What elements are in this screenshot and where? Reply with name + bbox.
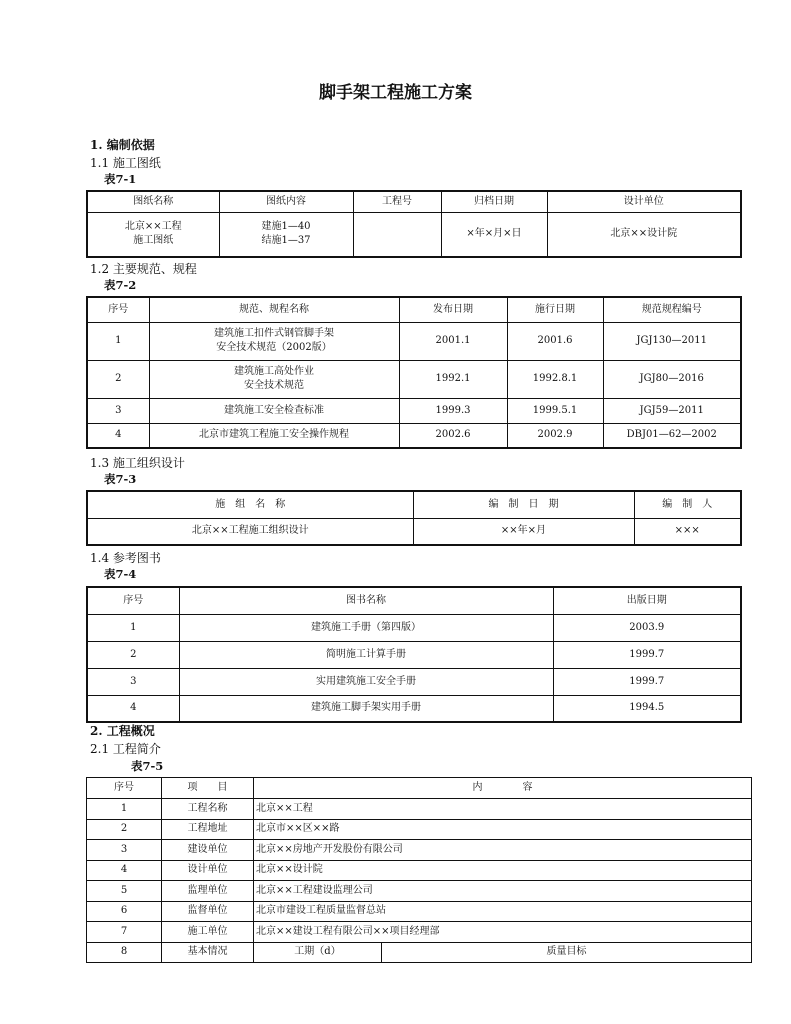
table-cell: 1999.3: [399, 398, 507, 423]
table-cell: 1: [87, 614, 179, 641]
table-cell: 1: [87, 799, 162, 820]
table-cell: 建设单位: [162, 840, 254, 861]
table-cell: 北京××建设工程有限公司××项目经理部: [254, 922, 752, 943]
project-overview-table: [86, 777, 752, 963]
header-cell: 归档日期: [441, 191, 547, 212]
table-cell: 1999.7: [553, 641, 741, 668]
table-caption-7-5: 表7-5: [131, 759, 164, 773]
table-cell: 3: [87, 840, 162, 861]
table-cell: 2: [87, 360, 149, 398]
section-heading-1-4: 1.4 参考图书: [90, 551, 161, 565]
table-cell: 北京××工程 施工图纸: [87, 212, 219, 257]
table-cell: 8: [87, 942, 162, 963]
table-cell: 建施1—40 结施1—37: [219, 212, 353, 257]
table-cell: 北京××工程: [254, 799, 752, 820]
table-cell: 工程名称: [162, 799, 254, 820]
section-heading-1-2: 1.2 主要规范、规程: [90, 262, 197, 276]
section-heading-1-3: 1.3 施工组织设计: [90, 456, 185, 470]
table-cell: DBJ01—62—2002: [603, 423, 741, 448]
construction-org-table: [86, 490, 742, 546]
table-cell: 3: [87, 398, 149, 423]
table-cell: 工程地址: [162, 819, 254, 840]
header-cell: 施行日期: [507, 297, 603, 322]
header-cell: 图纸内容: [219, 191, 353, 212]
section-heading-2: 2. 工程概况: [90, 724, 155, 738]
table-cell: 北京××设计院: [547, 212, 741, 257]
table-cell: 2: [87, 641, 179, 668]
standards-table: [86, 296, 742, 449]
table-cell: 6: [87, 901, 162, 922]
table-cell: 7: [87, 922, 162, 943]
table-cell: 2: [87, 819, 162, 840]
reference-books-table: [86, 586, 742, 723]
table-cell: 3: [87, 668, 179, 695]
table-cell: 北京市建筑工程施工安全操作规程: [149, 423, 399, 448]
table-cell: 2002.9: [507, 423, 603, 448]
table-cell: JGJ130—2011: [603, 322, 741, 360]
header-cell: 图书名称: [179, 587, 553, 614]
table-cell: 监理单位: [162, 881, 254, 902]
table-cell: 建筑施工扣件式钢管脚手架 安全技术规范（2002版）: [149, 322, 399, 360]
table-cell: 工期（d）: [254, 942, 382, 963]
table-cell: 建筑施工安全检查标准: [149, 398, 399, 423]
section-heading-1-1: 1.1 施工图纸: [90, 156, 161, 170]
header-cell: 序号: [87, 778, 162, 799]
table-cell: 1: [87, 322, 149, 360]
section-heading-2-1: 2.1 工程简介: [90, 742, 161, 756]
header-cell: 出版日期: [553, 587, 741, 614]
table-cell: 2001.1: [399, 322, 507, 360]
header-cell: 内 容: [254, 778, 752, 799]
table-cell: 1992.8.1: [507, 360, 603, 398]
table-caption-7-3: 表7-3: [104, 472, 137, 486]
table-cell: JGJ59—2011: [603, 398, 741, 423]
table-cell: 4: [87, 860, 162, 881]
table-cell: 基本情况: [162, 942, 254, 963]
table-cell: 1999.7: [553, 668, 741, 695]
table-cell: 建筑施工手册（第四版）: [179, 614, 553, 641]
table-cell: 北京××设计院: [254, 860, 752, 881]
table-cell: 2002.6: [399, 423, 507, 448]
table-cell: 简明施工计算手册: [179, 641, 553, 668]
table-caption-7-2: 表7-2: [104, 278, 137, 292]
drawings-table: [86, 190, 742, 258]
section-heading-1: 1. 编制依据: [90, 138, 155, 152]
table-cell: 设计单位: [162, 860, 254, 881]
header-cell: 发布日期: [399, 297, 507, 322]
table-cell: 5: [87, 881, 162, 902]
table-cell: 4: [87, 423, 149, 448]
table-cell: 实用建筑施工安全手册: [179, 668, 553, 695]
table-cell: 建筑施工高处作业 安全技术规范: [149, 360, 399, 398]
table-cell: 北京××工程建设监理公司: [254, 881, 752, 902]
table-cell: 1992.1: [399, 360, 507, 398]
table-cell: 建筑施工脚手架实用手册: [179, 695, 553, 722]
table-cell: [353, 212, 441, 257]
header-cell: 施 组 名 称: [87, 491, 413, 518]
table-cell: 监督单位: [162, 901, 254, 922]
table-cell: 质量目标: [382, 942, 752, 963]
header-cell: 序号: [87, 297, 149, 322]
table-caption-7-4: 表7-4: [104, 567, 137, 581]
table-cell: ×××: [634, 518, 741, 545]
table-cell: 2001.6: [507, 322, 603, 360]
table-caption-7-1: 表7-1: [104, 172, 137, 186]
table-cell: 施工单位: [162, 922, 254, 943]
table-cell: 4: [87, 695, 179, 722]
header-cell: 工程号: [353, 191, 441, 212]
page-title: 脚手架工程施工方案: [319, 83, 472, 103]
table-cell: 1999.5.1: [507, 398, 603, 423]
table-cell: 1994.5: [553, 695, 741, 722]
header-cell: 项 目: [162, 778, 254, 799]
table-cell: ×年×月×日: [441, 212, 547, 257]
header-cell: 编 制 日 期: [413, 491, 634, 518]
table-cell: 北京市建设工程质量监督总站: [254, 901, 752, 922]
table-cell: 北京××工程施工组织设计: [87, 518, 413, 545]
header-cell: 编 制 人: [634, 491, 741, 518]
header-cell: 序号: [87, 587, 179, 614]
table-cell: JGJ80—2016: [603, 360, 741, 398]
header-cell: 设计单位: [547, 191, 741, 212]
table-cell: ××年×月: [413, 518, 634, 545]
table-cell: 北京市××区××路: [254, 819, 752, 840]
header-cell: 规范规程编号: [603, 297, 741, 322]
header-cell: 规范、规程名称: [149, 297, 399, 322]
table-cell: 北京××房地产开发股份有限公司: [254, 840, 752, 861]
header-cell: 图纸名称: [87, 191, 219, 212]
table-cell: 2003.9: [553, 614, 741, 641]
